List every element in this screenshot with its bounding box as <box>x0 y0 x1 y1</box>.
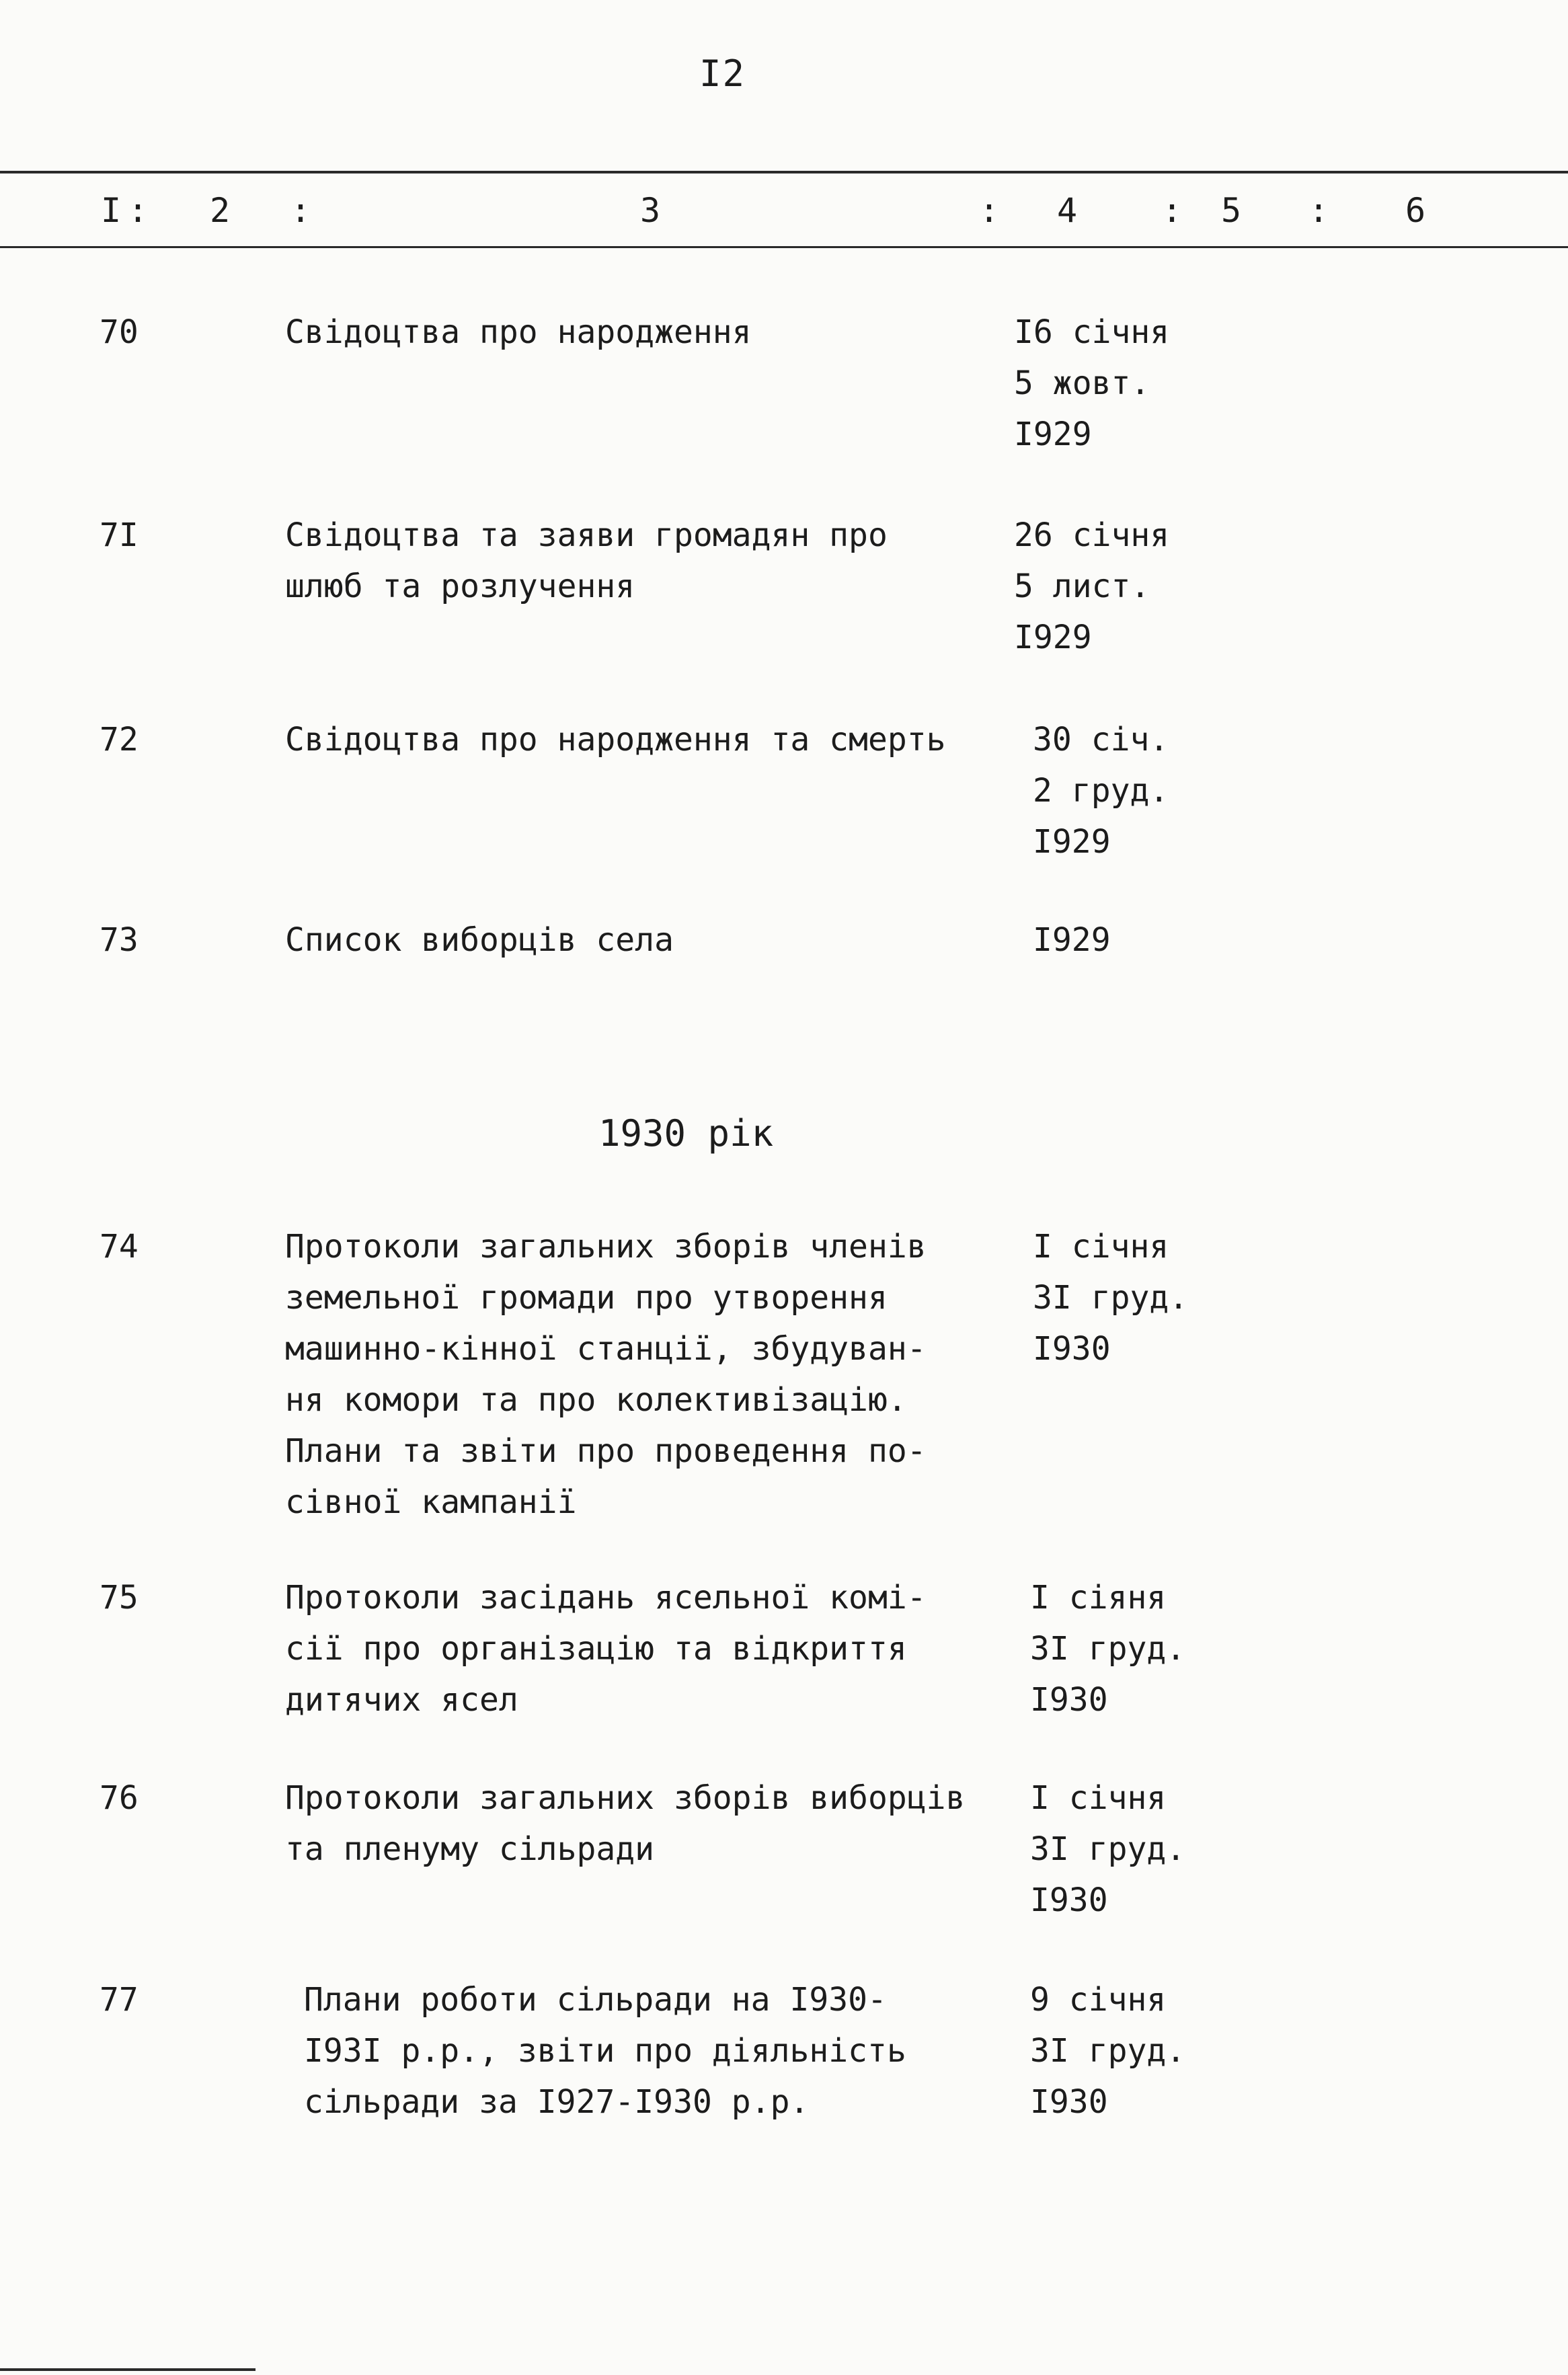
column-header-1: I <box>101 191 122 230</box>
column-separator: : <box>128 191 149 230</box>
column-header-4: 4 <box>1057 191 1078 230</box>
column-separator: : <box>290 191 311 230</box>
column-separator: : <box>1162 191 1183 230</box>
row-title: Свідоцтва про народження <box>285 313 752 351</box>
row-dates: I січня 3I груд. I930 <box>1030 1779 1186 1919</box>
row-dates: I929 <box>1033 921 1111 959</box>
row-number: 72 <box>100 721 139 758</box>
row-number: 73 <box>100 921 139 959</box>
row-number: 77 <box>100 1981 139 2019</box>
row-dates: I січня 3I груд. I930 <box>1033 1228 1189 1368</box>
row-number: 70 <box>100 313 139 351</box>
column-header-5: 5 <box>1221 191 1242 230</box>
row-title: Протоколи загальних зборів виборців та пленуму сільради <box>285 1779 966 1868</box>
column-header-row <box>0 187 1568 241</box>
row-dates: 9 січня 3I груд. I930 <box>1030 1981 1186 2121</box>
row-number: 76 <box>100 1779 139 1817</box>
row-title: Плани роботи сільради на I930- I93I р.р., звіти про діяльність сільради за I927-I930 р.р. <box>304 1981 906 2121</box>
footer-rule <box>0 2368 256 2371</box>
row-title: Протоколи загальних зборів членів земельної громади про утворення машинно-кінної станції, збудуван- ня комори та про колективізацію. Плани та звіти про проведення по- сівної кампанії <box>285 1228 927 1521</box>
row-dates: 26 січня 5 лист. I929 <box>1014 516 1170 656</box>
row-title: Свідоцтва про народження та смерть <box>285 721 946 758</box>
column-header-3: 3 <box>640 191 661 230</box>
row-title: Свідоцтва та заяви громадян про шлюб та розлучення <box>285 516 888 605</box>
column-header-2: 2 <box>210 191 231 230</box>
header-top-rule <box>0 171 1568 173</box>
row-title: Список виборців села <box>285 921 674 959</box>
column-separator: : <box>1308 191 1329 230</box>
row-number: 7I <box>100 516 139 554</box>
row-number: 74 <box>100 1228 139 1266</box>
column-header-6: 6 <box>1405 191 1426 230</box>
header-bottom-rule <box>0 246 1568 248</box>
row-dates: I сіяня 3I груд. I930 <box>1030 1579 1186 1719</box>
row-dates: 30 січ. 2 груд. I929 <box>1033 721 1169 861</box>
page-number: I2 <box>699 52 746 95</box>
row-title: Протоколи засідань ясельної комі- сії про організацію та відкриття дитячих ясел <box>285 1579 927 1719</box>
row-dates: I6 січня 5 жовт. I929 <box>1014 313 1170 453</box>
row-number: 75 <box>100 1579 139 1617</box>
column-separator: : <box>979 191 1000 230</box>
year-heading: 1930 рік <box>598 1112 774 1155</box>
